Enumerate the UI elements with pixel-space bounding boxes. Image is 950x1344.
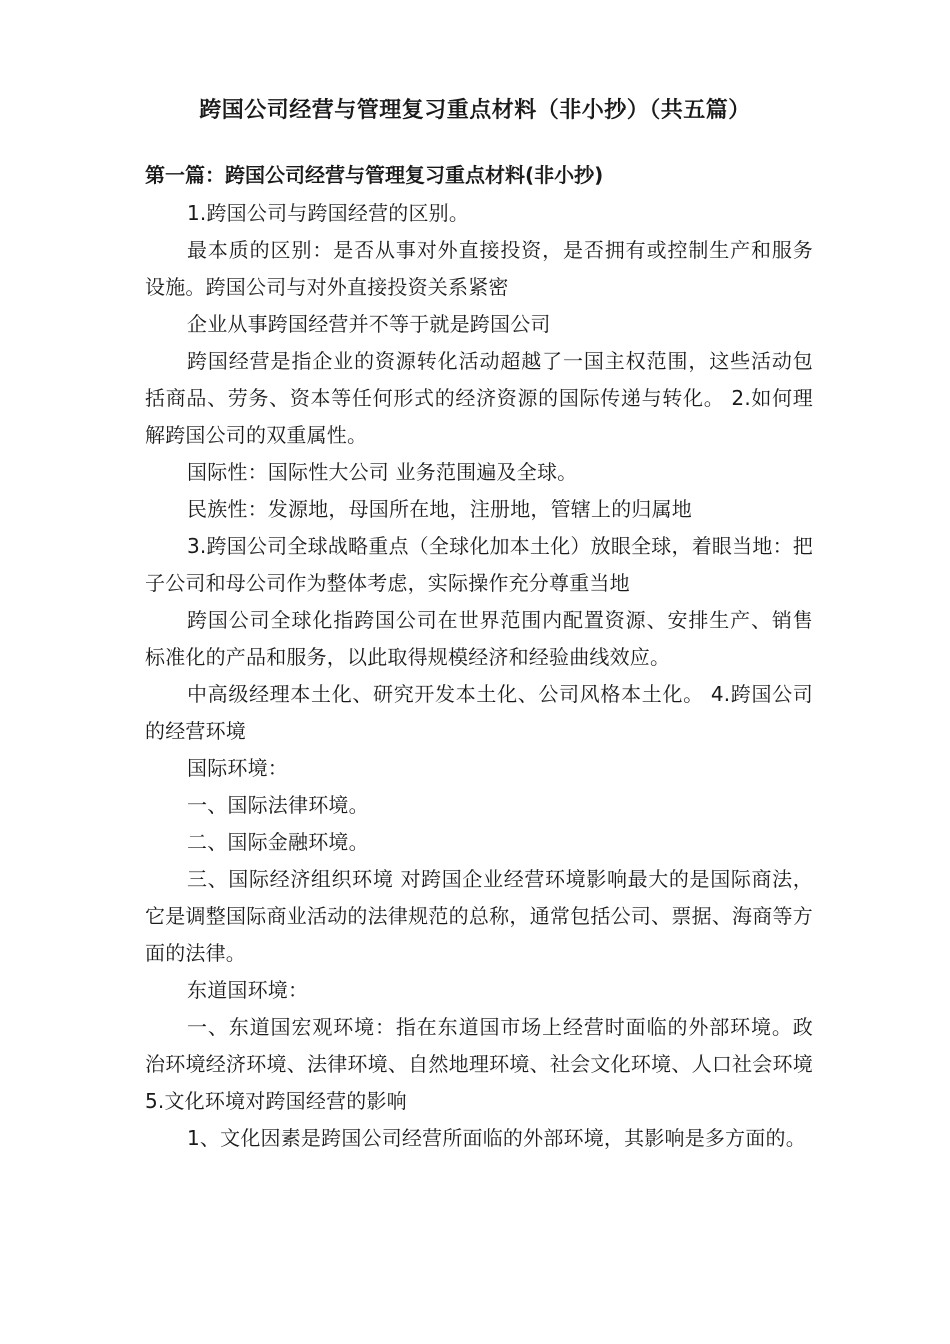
paragraph: 国际性：国际性大公司 业务范围遍及全球。 <box>187 460 578 484</box>
paragraph: 一、国际法律环境。 <box>187 793 369 817</box>
section-heading: 第一篇：跨国公司经营与管理复习重点材料(非小抄) <box>145 163 604 187</box>
document-body <box>145 160 813 1157</box>
paragraph: 最本质的区别：是否从事对外直接投资，是否拥有或控制生产和服务设施。跨国公司与对外直接投资关系紧密 <box>145 238 813 299</box>
paragraph: 一、东道国宏观环境：指在东道国市场上经营时面临的外部环境。政治环境经济环境、法律环境、自然地理环境、社会文化环境、人口社会环境 5.文化环境对跨国经营的影响 <box>145 1015 813 1113</box>
paragraph: 三、国际经济组织环境 对跨国企业经营环境影响最大的是国际商法，它是调整国际商业活动的法律规范的总称，通常包括公司、票据、海商等方面的法律。 <box>145 867 813 965</box>
paragraph: 二、国际金融环境。 <box>187 830 369 854</box>
document-title: 跨国公司经营与管理复习重点材料（非小抄）（共五篇） <box>199 98 751 123</box>
paragraph: 3.跨国公司全球战略重点（全球化加本土化）放眼全球，着眼当地：把子公司和母公司作为整体考虑，实际操作充分尊重当地 <box>145 534 813 595</box>
paragraph: 民族性：发源地，母国所在地，注册地，管辖上的归属地 <box>187 497 692 521</box>
paragraph: 1.跨国公司与跨国经营的区别。 <box>187 201 470 225</box>
paragraph: 国际环境： <box>187 756 288 780</box>
paragraph: 跨国经营是指企业的资源转化活动超越了一国主权范围，这些活动包括商品、劳务、资本等任何形式的经济资源的国际传递与转化。 2.如何理解跨国公司的双重属性。 <box>145 349 813 447</box>
paragraph: 东道国环境： <box>187 978 309 1002</box>
paragraph: 跨国公司全球化指跨国公司在世界范围内配置资源、安排生产、销售标准化的产品和服务，以此取得规模经济和经验曲线效应。 <box>145 608 813 669</box>
paragraph: 中高级经理本土化、研究开发本土化、公司风格本土化。 4.跨国公司的经营环境 <box>145 682 813 743</box>
paragraph: 1、文化因素是跨国公司经营所面临的外部环境，其影响是多方面的。 <box>187 1126 806 1150</box>
paragraph: 企业从事跨国经营并不等于就是跨国公司 <box>187 312 551 336</box>
